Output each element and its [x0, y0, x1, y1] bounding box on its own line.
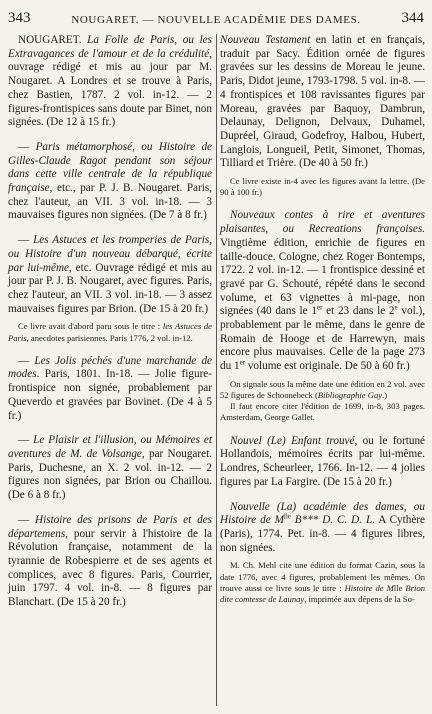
- entry-description: et 23 dans le 2: [322, 305, 395, 318]
- entry-nouveau-testament: [220, 34, 425, 171]
- entry-author: NOUGARET.: [18, 34, 88, 46]
- note-title: les Astuces de Paris: [8, 321, 212, 343]
- entry-description: en latin et en français, traduit par Sacy. Édition ornée de figures gravées sur les dessins de Moreau le jeune. Paris, Didot jeune, 1793-1798. 5 vol. in-8. — 4 frontispices et 108 ravissantes figures par Moreau, gravées par Baquoy, Dambrun, Delaunay, Delignon, Delvaux, Duhamel, Dupréel, Giraud, Godefroy, Halbou, Hubert, Langlois, Longueil, Petit, Simonet, Thomas, Tilliard et Trière. (De 40 à 50 fr.): [220, 34, 425, 170]
- column-divider: [216, 34, 217, 706]
- entry-dash: —: [18, 513, 36, 526]
- entry-description: , pour servir à l'histoire de la Révolution française, notamment de la tyrannie de Robespierre et de ses agents et complices, avec 8 figures. Paris, Courrier, juin 1797. 4 vol. in-8. — 8 figures par Blanchart. (De 15 à 20 fr.): [8, 527, 212, 609]
- entry-title: Nouveaux contes à rire et aventures plaisantes, ou Recreations françoises.: [220, 209, 425, 236]
- note-title: Histoire de M: [344, 582, 394, 593]
- entry-astuces-de-paris: [8, 234, 212, 316]
- entry-dash: —: [18, 140, 36, 153]
- note-text: , anecdotes parisiennes. Paris 1776, 2 vol. in-12.: [26, 332, 193, 343]
- entry-histoire-des-prisons: [8, 514, 212, 610]
- entry-description: , ouvrage rédigé et mis au jour par M. Nougaret. A Londres et se trouve à Paris, chez Bastien, 1787. 2 vol. in-12. — 2 figures-frontispices sans doute par Binet, non signées. (De 12 à 15 fr.): [8, 47, 212, 129]
- entry-title: Histoire des prisons de Paris et des départemens: [8, 513, 212, 540]
- entry-nouvel-enfant-trouve: [220, 435, 425, 490]
- note-text: , imprimée aux dépens de la So-: [304, 593, 415, 604]
- entry-description: ou le fortuné Hollandois, mémoires écrits par lui-même. Londres, Scheurleer, 1766. In-12. — 4 jolies figures par La Fargire. (De 15 à 20 fr.): [220, 434, 425, 488]
- entry-title: B*** D. C. D. L.: [290, 514, 375, 527]
- page-header: [8, 8, 424, 30]
- right-column: [220, 34, 425, 714]
- entry-dash: —: [18, 434, 34, 447]
- note-edition-1699: Il faut encore citer l'édition de 1699, in-8, 303 pages. Amsterdam, George Gallet.: [220, 401, 425, 423]
- entry-title: La Folle de Paris, ou les Extravagances de l'amour et de la crédulité: [8, 34, 212, 60]
- note-title: Brion dite comtesse de Launay: [220, 582, 426, 604]
- entry-title: Nouvelle (La) académie des dames, ou Histoire de M: [220, 500, 425, 527]
- entry-dash: —: [18, 234, 34, 247]
- page-number-left: 343: [8, 10, 31, 26]
- entry-dash: —: [18, 354, 35, 367]
- entry-description: , etc., par P. J. B. Nougaret. Paris, chez l'auteur, an VII. 3 vol. in-18. — 3 mauvaises figures non signées. (De 7 à 8 fr.): [8, 182, 212, 222]
- entry-description: vol.), probablement par le même, dans le genre de Romain de Hooge et de Harrewyn, mais encore plus mauvaises. Celle de la page 273 du 1: [220, 305, 425, 373]
- entry-title: Paris métamorphosé, ou Histoire de Gilles-Claude Ragot pendant son séjour dans cette ville centrale de la république française: [8, 140, 213, 195]
- note-text: .): [382, 390, 388, 401]
- note-text: Ce livre avait d'abord paru sous le titre :: [18, 321, 163, 332]
- entry-title: Le Plaisir et l'illusion, ou Mémoires et aventures de M. de Volsange: [8, 434, 213, 460]
- note-nouvelle-academie: [220, 560, 425, 605]
- left-column: [8, 34, 212, 714]
- entry-title: Nouvel (Le) Enfant trouvé,: [230, 434, 358, 447]
- entry-title: Les Astuces et les tromperies de Paris, ou Histoire d'un nouveau débarqué, écrite par lui-même: [8, 234, 212, 274]
- entry-title: Les Jolis péchés d'une marchande de modes: [8, 354, 212, 381]
- superscript: er: [239, 358, 246, 367]
- entry-nouveaux-contes: [220, 209, 425, 373]
- entry-description: , etc. Ouvrage rédigé et mis au jour par P. J. B. Nougaret, avec figures. Paris, chez l'auteur, an VII. 3 vol. in-18. — 3 assez mauvaises figures par Brion. (De 15 à 20 fr.): [8, 261, 212, 315]
- entry-paris-metamorphose: [8, 141, 212, 223]
- superscript: er: [316, 303, 323, 312]
- entry-folle-de-paris: [8, 34, 212, 130]
- entry-title: Nouveau Testament: [220, 34, 311, 46]
- entry-description: Vingtième édition, enrichie de figures en taille-douce. Cologne, chez Roger Bontemps, 1722. 2 vol. in-12. — 1 frontispice dessiné et gravé par G. Schouté, répété dans le second volume, et 63 vignettes à mi-page, non signées (40 dans le 1: [220, 236, 425, 318]
- superscript: lle: [393, 582, 403, 593]
- superscript: e: [394, 303, 398, 312]
- page-number-right: 344: [401, 10, 424, 26]
- note-title: Bibliographie Gay: [317, 390, 383, 401]
- note-nouveau-testament: Ce livre existe in-4 avec les figures avant la lettre. (De 90 à 100 fr.): [220, 176, 425, 198]
- note-nouveaux-contes: [220, 379, 425, 401]
- note-astuces: [8, 321, 212, 343]
- note-text: M. Ch. Mehl cite une édition du format Cazin, sous la date 1776, avec 4 figures, probablement les mêmes. On trouve aussi ce livre sous le titre :: [220, 560, 425, 593]
- entry-description: , par Nougaret. Paris, Duchesne, an X. 2 vol. in-12. — 2 figures non signées, par Brion ou Chaillou. (De 6 à 8 fr.): [8, 447, 212, 502]
- note-text: On signale sous la même date une édition en 2 vol. avec 52 figures de Schoonebeck (: [220, 378, 425, 401]
- entry-description: volume est originale. De 50 à 60 fr.): [245, 360, 410, 373]
- entry-plaisir-et-illusion: [8, 434, 212, 503]
- running-title: NOUGARET. — NOUVELLE ACADÉMIE DES DAMES.: [71, 14, 361, 26]
- entry-nouvelle-academie: [220, 501, 425, 556]
- entry-description: . Paris, 1801. In-18. — Jolie figure-frontispice non signée, probablement par Queverdo et gravées par Bovinet. (De 4 à 5 fr.): [8, 368, 212, 422]
- superscript: lle: [283, 512, 291, 521]
- entry-description: A Cythère (Paris), 1774. Pet. in-8. — 4 figures libres, non signées.: [220, 514, 425, 554]
- entry-jolis-peches: [8, 355, 212, 424]
